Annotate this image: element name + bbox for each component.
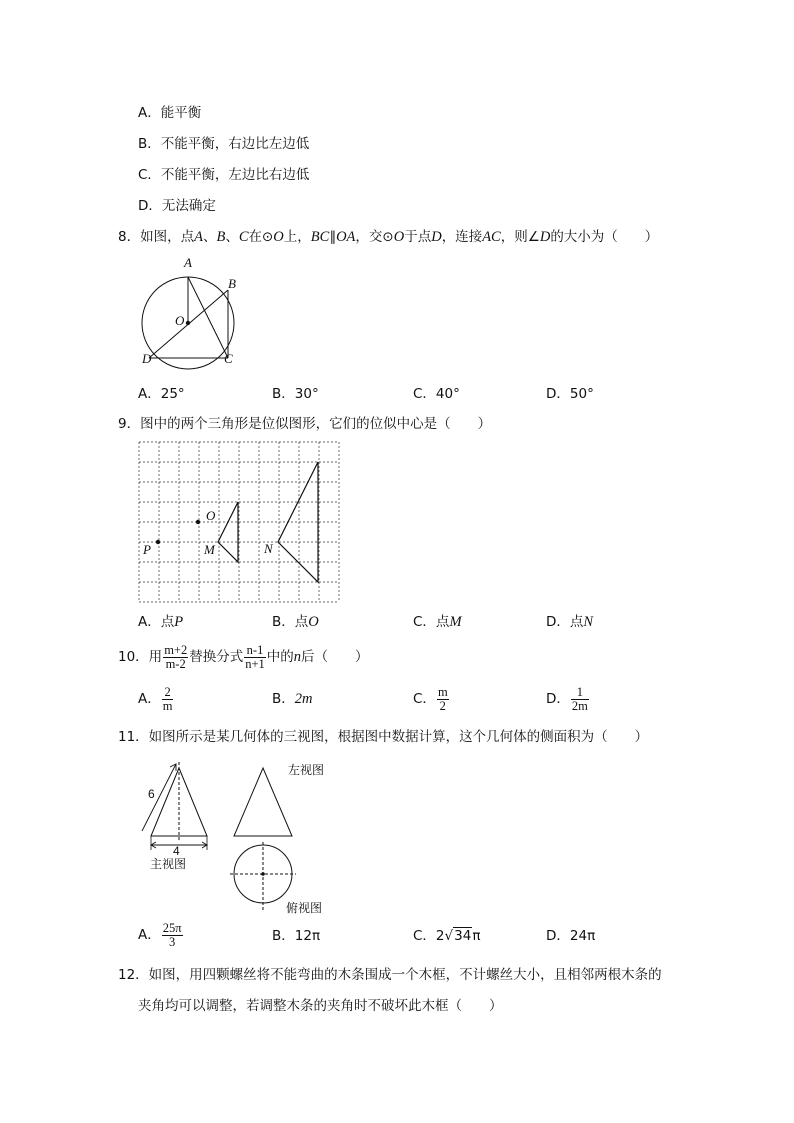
q8-circle-figure bbox=[136, 252, 246, 372]
q9-label-m: M bbox=[204, 542, 215, 557]
grid-lines bbox=[139, 442, 339, 602]
q9-option-d: D．点N bbox=[546, 614, 594, 630]
q8-label-o: O bbox=[175, 313, 185, 328]
q10-fraction-1: $\frac{m+2}{m-2}$ bbox=[164, 642, 188, 671]
q10-option-a: A． $\frac{2}{m}$ bbox=[138, 684, 173, 713]
q10-option-b: B．2m bbox=[272, 691, 313, 707]
q9-stem: 9．图中的两个三角形是位似图形，它们的位似中心是（ ） bbox=[118, 416, 492, 432]
q9-label-n: N bbox=[264, 541, 273, 556]
q9-option-a: A．点P bbox=[138, 614, 184, 630]
q12-stem-line-2: 夹角均可以调整，若调整木条的夹角时不破坏此木框（ ） bbox=[138, 998, 503, 1014]
q9-option-c: C．点M bbox=[413, 614, 462, 630]
q11-label-left-view: 左视图 bbox=[288, 763, 325, 777]
q8-option-d: D．50° bbox=[546, 386, 594, 402]
q7-option-b: B．不能平衡，右边比左边低 bbox=[138, 136, 310, 152]
q8-option-c: C．40° bbox=[413, 386, 460, 402]
q8-option-a: A．25° bbox=[138, 386, 185, 402]
q11-label-4: 4 bbox=[173, 844, 180, 858]
q9-label-p: P bbox=[143, 542, 151, 557]
q11-label-front-view: 主视图 bbox=[150, 857, 187, 871]
q11-option-c: C．2√34π bbox=[413, 928, 481, 944]
q11-stem: 11．如图所示是某几何体的三视图，根据图中数据计算，这个几何体的侧面积为（ ） bbox=[118, 729, 649, 745]
q10-option-d: D． $\frac{1}{2m}$ bbox=[546, 684, 588, 713]
q8-label-b: B bbox=[228, 276, 236, 291]
q10-stem: 10．用 $\frac{m+2}{m-2}$ 替换分式 $\frac{n-1}{n+1}$ 中的n后（ ） bbox=[118, 642, 369, 671]
q12-stem-line-1: 12．如图，用四颗螺丝将不能弯曲的木条围成一个木框，不计螺丝大小，且相邻两根木条的 bbox=[118, 967, 662, 983]
q11-label-6: 6 bbox=[148, 787, 155, 801]
q7-option-d: D．无法确定 bbox=[138, 198, 216, 214]
q10-option-c: C． $\frac{m}{2}$ bbox=[413, 684, 448, 713]
q8-option-b: B．30° bbox=[272, 386, 319, 402]
q8-label-c: C bbox=[224, 351, 233, 366]
q7-option-a: A．能平衡 bbox=[138, 105, 202, 121]
q9-grid-figure bbox=[138, 441, 340, 603]
q8-label-a: A bbox=[184, 255, 192, 270]
q10-fraction-2: $\frac{n-1}{n+1}$ bbox=[245, 642, 265, 671]
q7-option-c: C．不能平衡，左边比右边低 bbox=[138, 167, 310, 183]
q11-option-d: D．24π bbox=[546, 928, 596, 944]
q11-option-a: A． $\frac{25\pi}{3}$ bbox=[138, 920, 182, 949]
q9-option-b: B．点O bbox=[272, 614, 319, 630]
q8-label-d: D bbox=[142, 351, 152, 366]
q9-label-o: O bbox=[206, 508, 216, 523]
q8-stem: 8．如图，点A、B、C在⊙O上，BC∥OA，交⊙O于点D，连接AC，则∠D的大小为（ ） bbox=[118, 229, 659, 245]
q11-three-views-figure bbox=[136, 756, 336, 921]
q11-label-top-view: 俯视图 bbox=[286, 901, 323, 915]
q11-option-b: B．12π bbox=[272, 928, 321, 944]
